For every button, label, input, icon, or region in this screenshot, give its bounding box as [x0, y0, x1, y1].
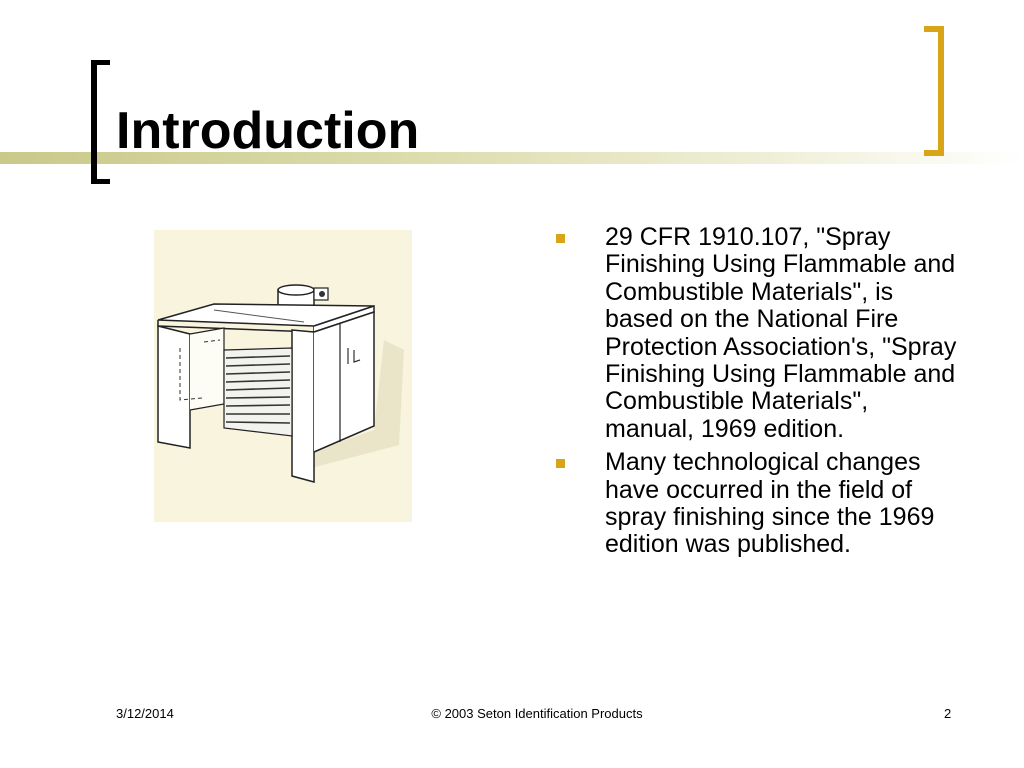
bullet-item [552, 224, 962, 443]
bullet-item [552, 449, 962, 559]
bullet-text: Many technological changes have occurred in the field of spray finishing since the 1969 edition was published. [605, 448, 935, 559]
slide-title: Introduction [116, 102, 420, 160]
bullet-list [552, 224, 962, 565]
bullet-square-icon [556, 459, 565, 468]
left-bracket-decoration [88, 60, 112, 184]
bullet-square-icon [556, 234, 565, 243]
footer-page-number: 2 [944, 706, 952, 721]
spray-booth-image [154, 230, 412, 522]
bullet-text: 29 CFR 1910.107, "Spray Finishing Using Flammable and Combustible Materials", is based on the National Fire Protection Association's, "Spray Finishing Using Flammable and Combustible Materials", manual, 1969 edition. [605, 223, 957, 443]
footer-copyright: © 2003 Seton Identification Products [431, 706, 643, 721]
footer-date: 3/12/2014 [116, 706, 174, 721]
right-bracket-decoration [922, 26, 946, 156]
spray-booth-drawing [154, 230, 412, 522]
